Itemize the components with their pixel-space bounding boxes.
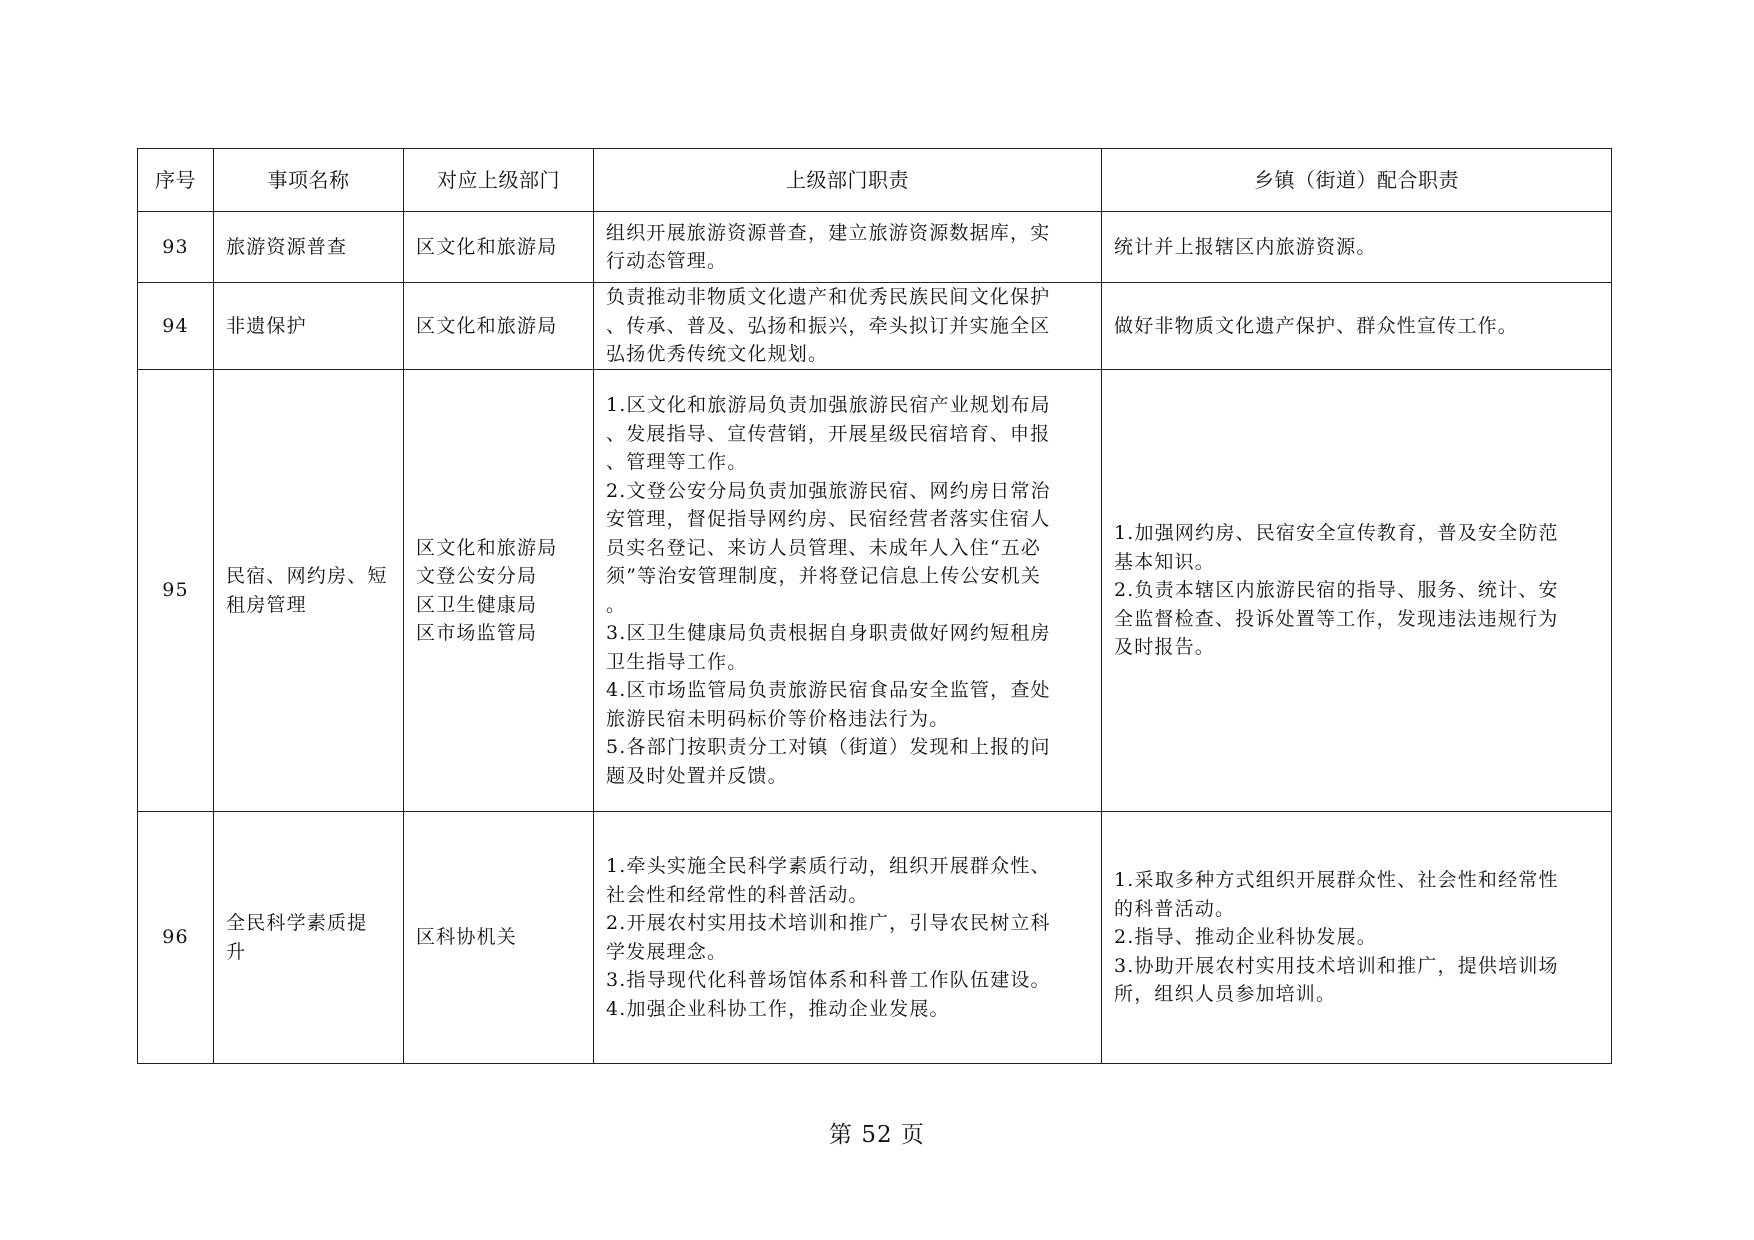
town-duty-line: 2.负责本辖区内旅游民宿的指导、服务、统计、安 (1114, 579, 1559, 602)
upper-duty-line: 5.各部门按职责分工对镇（街道）发现和上报的问 (606, 736, 1051, 758)
row-number: 96 (138, 812, 214, 1064)
town-duty-line: 3.协助开展农村实用技术培训和推广，提供培训场 (1114, 954, 1559, 977)
upper-duty-line: 、传承、普及、弘扬和振兴，牵头拟订并实施全区 (606, 314, 1051, 337)
town-duty-line: 1.加强网约房、民宿安全宣传教育，普及安全防范 (1114, 522, 1559, 545)
town-duty-line: 做好非物质文化遗产保护、群众性宣传工作。 (1114, 314, 1519, 337)
item-name-cell (214, 283, 404, 370)
dept-line: 区市场监管局 (416, 622, 538, 644)
upper-duty-line: 须”等治安管理制度，并将登记信息上传公安机关 (606, 565, 1042, 587)
duty-table (137, 148, 1612, 1064)
town-duty-line: 的科普活动。 (1114, 897, 1236, 920)
upper-duty-cell (594, 212, 1102, 283)
upper-duty-line: 行动态管理。 (606, 250, 728, 272)
town-duty-line: 所，组织人员参加培训。 (1114, 983, 1337, 1006)
town-duty-line: 1.采取多种方式组织开展群众性、社会性和经常性 (1114, 869, 1559, 892)
upper-duty-line: 弘扬优秀传统文化规划。 (606, 343, 829, 366)
upper-duty-line: 2.开展农村实用技术培训和推广，引导农民树立科 (606, 912, 1051, 934)
item-name-line: 租房管理 (226, 593, 307, 616)
header-town-duty: 乡镇（街道）配合职责 (1102, 149, 1612, 212)
item-name-line: 全民科学素质提 (226, 912, 368, 934)
row-number: 93 (138, 212, 214, 283)
dept-cell (404, 812, 594, 1064)
upper-duty-line: 3.区卫生健康局负责根据自身职责做好网约短租房 (606, 622, 1051, 644)
dept-line: 区文化和旅游局 (416, 314, 558, 337)
header-upper-dept: 对应上级部门 (404, 149, 594, 212)
town-duty-cell (1102, 212, 1612, 283)
table-row (138, 212, 1612, 283)
upper-duty-line: 、管理等工作。 (606, 451, 748, 473)
town-duty-line: 2.指导、推动企业科协发展。 (1114, 926, 1377, 949)
header-row (138, 149, 1612, 212)
item-name-cell (214, 812, 404, 1064)
town-duty-line: 基本知识。 (1114, 550, 1216, 573)
dept-line: 区科协机关 (416, 926, 518, 949)
item-name-line: 升 (226, 940, 247, 963)
dept-line: 区文化和旅游局 (416, 536, 558, 559)
upper-duty-line: 4.加强企业科协工作，推动企业发展。 (606, 997, 950, 1020)
town-duty-cell (1102, 370, 1612, 812)
dept-line: 区文化和旅游局 (416, 235, 558, 258)
row-number: 94 (138, 283, 214, 370)
dept-cell (404, 370, 594, 812)
upper-duty-line: 员实名登记、来访人员管理、未成年人入住“五必 (606, 536, 1042, 559)
item-name-cell (214, 212, 404, 283)
upper-duty-line: 负责推动非物质文化遗产和优秀民族民间文化保护 (606, 286, 1051, 309)
town-duty-cell (1102, 283, 1612, 370)
upper-duty-line: 2.文登公安分局负责加强旅游民宿、网约房日常治 (606, 479, 1051, 502)
table-row (138, 283, 1612, 370)
item-name-line: 非遗保护 (226, 314, 307, 337)
upper-duty-cell (594, 283, 1102, 370)
upper-duty-line: 4.区市场监管局负责旅游民宿食品安全监管，查处 (606, 679, 1051, 701)
upper-duty-line: 社会性和经常性的科普活动。 (606, 883, 869, 906)
upper-duty-line: 学发展理念。 (606, 940, 728, 963)
upper-duty-line: 旅游民宿未明码标价等价格违法行为。 (606, 707, 950, 730)
table-row (138, 812, 1612, 1064)
town-duty-line: 及时报告。 (1114, 636, 1216, 659)
upper-duty-line: 安管理，督促指导网约房、民宿经营者落实住宿人 (606, 508, 1051, 530)
upper-duty-line: 3.指导现代化科普场馆体系和科普工作队伍建设。 (606, 969, 1051, 991)
dept-cell (404, 283, 594, 370)
header-no: 序号 (138, 149, 214, 212)
upper-duty-line: 。 (606, 593, 627, 616)
dept-line: 文登公安分局 (416, 565, 538, 587)
upper-duty-cell (594, 812, 1102, 1064)
town-duty-line: 全监督检查、投诉处置等工作，发现违法违规行为 (1114, 607, 1559, 630)
item-name-line: 旅游资源普查 (226, 235, 348, 258)
table-row (138, 370, 1612, 812)
header-upper-duty: 上级部门职责 (594, 149, 1102, 212)
upper-duty-line: 题及时处置并反馈。 (606, 764, 788, 787)
dept-cell (404, 212, 594, 283)
upper-duty-cell (594, 370, 1102, 812)
row-number: 95 (138, 370, 214, 812)
header-item-name: 事项名称 (214, 149, 404, 212)
upper-duty-line: 、发展指导、宣传营销，开展星级民宿培育、申报 (606, 422, 1051, 445)
town-duty-line: 统计并上报辖区内旅游资源。 (1114, 235, 1377, 258)
upper-duty-line: 1.区文化和旅游局负责加强旅游民宿产业规划布局 (606, 394, 1051, 416)
upper-duty-line: 1.牵头实施全民科学素质行动，组织开展群众性、 (606, 855, 1051, 877)
upper-duty-line: 组织开展旅游资源普查，建立旅游资源数据库，实 (606, 221, 1051, 244)
page-number: 第 52 页 (829, 1122, 925, 1148)
upper-duty-line: 卫生指导工作。 (606, 650, 748, 673)
dept-line: 区卫生健康局 (416, 593, 538, 616)
item-name-cell (214, 370, 404, 812)
town-duty-cell (1102, 812, 1612, 1064)
item-name-line: 民宿、网约房、短 (226, 565, 388, 587)
